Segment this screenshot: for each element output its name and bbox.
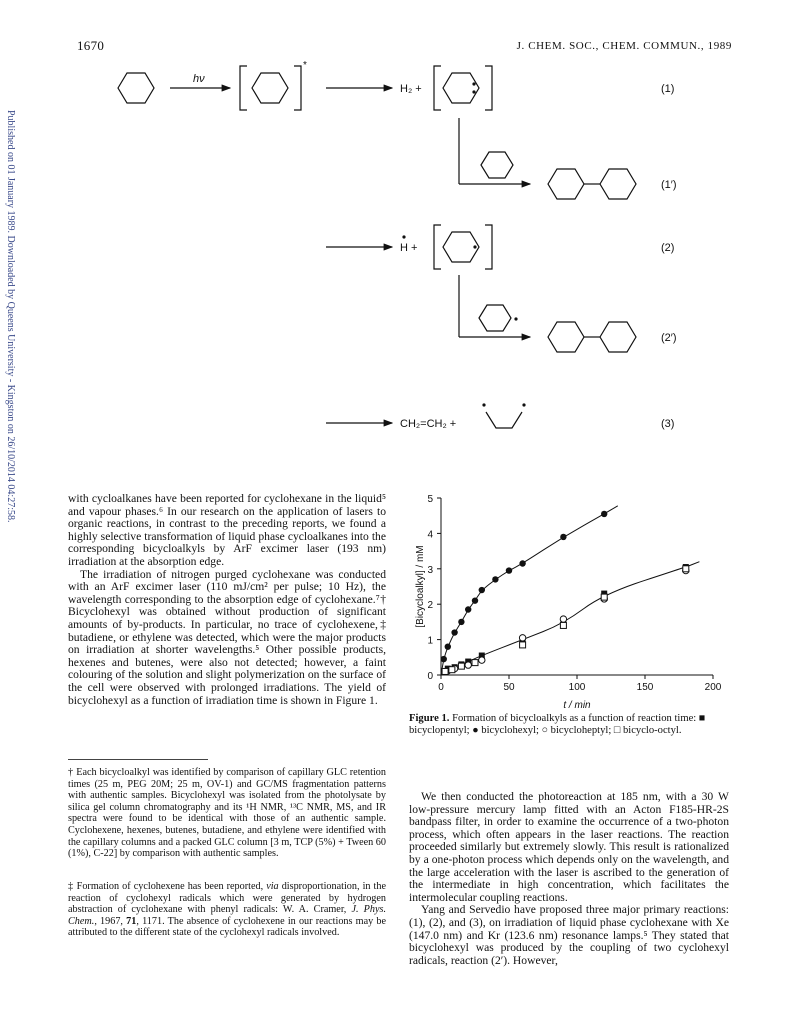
footnote-rule [68, 759, 208, 760]
bicyclohexyl-2p [548, 322, 584, 352]
data-point-bicyclohexyl [458, 619, 464, 625]
paragraph: with cycloalkanes have been reported for cyclohexane in the liquid⁵ and vapour phases.⁶ In our research on the application of lasers to organic reactions, in contrast to the preceding reports, we found a highly selective transformation of liquid phase cycloalkanes into the corresponding bicycloalkyls by ArF excimer laser (193 nm) irradiation at the absorption edge. [68, 492, 386, 568]
eq-label-3: (3) [661, 418, 675, 430]
data-point-bicyclo-octyl [442, 668, 448, 674]
eq-label-2: (2) [661, 242, 675, 254]
data-point-bicyclo-octyl [560, 622, 566, 628]
figure-caption-text: Formation of bicycloalkyls as a function of reaction time: ■ bicyclopentyl; ● bicyclohexyl; ○ bicycloheptyl; □ bicyclo-octyl. [409, 713, 706, 736]
excited-mark: * [303, 60, 307, 71]
data-point-bicycloheptyl [479, 657, 485, 663]
x-tick-label: 200 [704, 682, 722, 693]
y-axis-label: [Bicycloalkyl] / mM [415, 545, 426, 628]
data-point-bicyclohexyl [472, 597, 478, 603]
data-point-bicycloheptyl [519, 635, 525, 641]
fit-curve-bicyclohexyl [441, 506, 618, 675]
data-point-bicycloheptyl [560, 616, 566, 622]
eq-label-2p: (2′) [661, 332, 677, 344]
y-tick-label: 1 [427, 635, 433, 647]
figure-caption [409, 713, 731, 737]
data-point-bicyclo-octyl [449, 667, 455, 673]
y-tick-label: 3 [427, 564, 433, 576]
page-number: 1670 [77, 38, 105, 53]
x-axis-label: t / min [563, 700, 591, 710]
eq-label-1p: (1′) [661, 179, 677, 191]
y-tick-label: 2 [427, 600, 433, 612]
x-tick-label: 50 [503, 682, 515, 693]
x-tick-label: 150 [636, 682, 654, 693]
eq-label-1: (1) [661, 83, 675, 95]
footnote-double-dagger [68, 881, 386, 939]
data-point-bicyclo-octyl [472, 660, 478, 666]
carbene-ring [443, 73, 479, 103]
data-point-bicyclohexyl [441, 656, 447, 662]
tetramethylene-diradical [486, 412, 522, 428]
data-point-bicyclohexyl [492, 576, 498, 582]
footnote-text: ‡ Formation of cyclohexene has been reported, via disproportionation, in the reaction of cyclohexyl radicals which were generated by hydrogen abstraction of cyclohexane with phenyl radicals: W. A. Cramer, J. Phys. Chem., 1967, 71, 1171. The absence of cyclohexene in our reactions may be attributed to the different state of the cyclohexyl radicals involved. [68, 881, 387, 939]
figure-1-chart [405, 488, 735, 710]
paragraph: The irradiation of nitrogen purged cyclohexane was conducted with an ArF excimer laser (110 mJ/cm² per pulse; 10 Hz), the wavelength corresponding to the absorption edge of cyclohexane.⁷† Bicyclohexyl was obtained without production of significant amounts of by-products. In particular, no trace of cyclohexene,‡ butadiene, or ethylene was detected, which were the major products on irradiation at shorter wavelengths.⁵ Other possible products, hexenes and butenes, were also not detected; however, a faint colouring of the solution and slight polymerization on the surface of the cell were observed with prolonged irradiations. The yield of bicyclohexyl as a function of irradiation time is shown in Figure 1. [68, 567, 386, 707]
data-point-bicyclohexyl [465, 606, 471, 612]
cyclohexane-ring [118, 73, 154, 103]
data-point-bicyclohexyl [519, 560, 525, 566]
paragraph: We then conducted the photoreaction at 185 nm, with a 30 W low-pressure mercury lamp fitted with an Acton F185-HR-2S bandpass filter, in order to examine the occurrence of a two-photon process, which often appears in the laser reactions. The reaction proceeded similarly but extremely slowly. This result is rationalized by a one-photon process which depends only on the wavelength, and the large acceleration with the laser is ascribed to the generation of the intermediate in high concentration, which facilitates the intermolecular coupling reactions. [409, 790, 729, 904]
data-point-bicyclo-octyl [683, 566, 689, 572]
left-column [68, 493, 386, 707]
data-point-bicyclohexyl [506, 567, 512, 573]
bicyclohexyl-1p [548, 169, 584, 199]
data-point-bicyclo-octyl [458, 663, 464, 669]
ethylene-plus: CH₂=CH₂ + [400, 418, 457, 430]
x-tick-label: 0 [438, 682, 444, 693]
figure-label: Figure 1. [409, 713, 450, 724]
excited-cyclohexane-ring [252, 73, 288, 103]
y-tick-label: 0 [427, 671, 433, 682]
journal-header: J. CHEM. SOC., CHEM. COMMUN., 1989 [516, 40, 732, 52]
y-tick-label: 4 [427, 529, 433, 541]
data-point-bicyclohexyl [479, 587, 485, 593]
data-point-bicyclo-octyl [520, 642, 526, 648]
hv-label: hν [193, 73, 205, 85]
h-plus: H + [400, 242, 418, 254]
data-point-bicycloheptyl [465, 662, 471, 668]
data-point-bicyclohexyl [445, 643, 451, 649]
footnote-text: † Each bicycloalkyl was identified by comparison of capillary GLC retention times (25 m, PEG 20M; 25 m, OV-1) and GC/MS fragmentation patterns with authentic samples. Bicyclohexyl was isolated from the photolysate by silica gel column chromatography and its ¹H NMR, ¹³C NMR, MS, and IR spectra were found to be identical with those of an authentic sample. Cyclohexene, hexenes, butenes, butadiene, and ethylene were identified with the capillary columns and a packed GLC column [3 m, TCP (5%) + Tween 60 (1%), C-22] by comparison with authentic samples. [68, 767, 386, 860]
data-point-bicyclo-octyl [601, 594, 607, 600]
data-point-bicyclohexyl [560, 534, 566, 540]
right-column [409, 791, 729, 967]
reaction-scheme [0, 0, 792, 470]
x-tick-label: 100 [568, 682, 586, 693]
data-point-bicyclohexyl [601, 511, 607, 517]
y-tick-label: 5 [427, 494, 433, 505]
download-watermark-text: Published on 01 January 1989. Downloaded by Queens University - Kingston on 26/10/2014 04:27:58. [5, 110, 16, 523]
h2-plus: H₂ + [400, 83, 422, 95]
paragraph: Yang and Servedio have proposed three major primary reactions: (1), (2), and (3), on irradiation of liquid phase cyclohexane with Xe (147.0 nm) and Kr (123.6 nm) resonance lamps.⁵ They stated that bicyclohexyl was produced by the coupling of two cyclohexyl radicals, reaction (2′). However, [409, 903, 729, 967]
data-point-bicyclohexyl [451, 629, 457, 635]
footnote-dagger [68, 767, 386, 860]
